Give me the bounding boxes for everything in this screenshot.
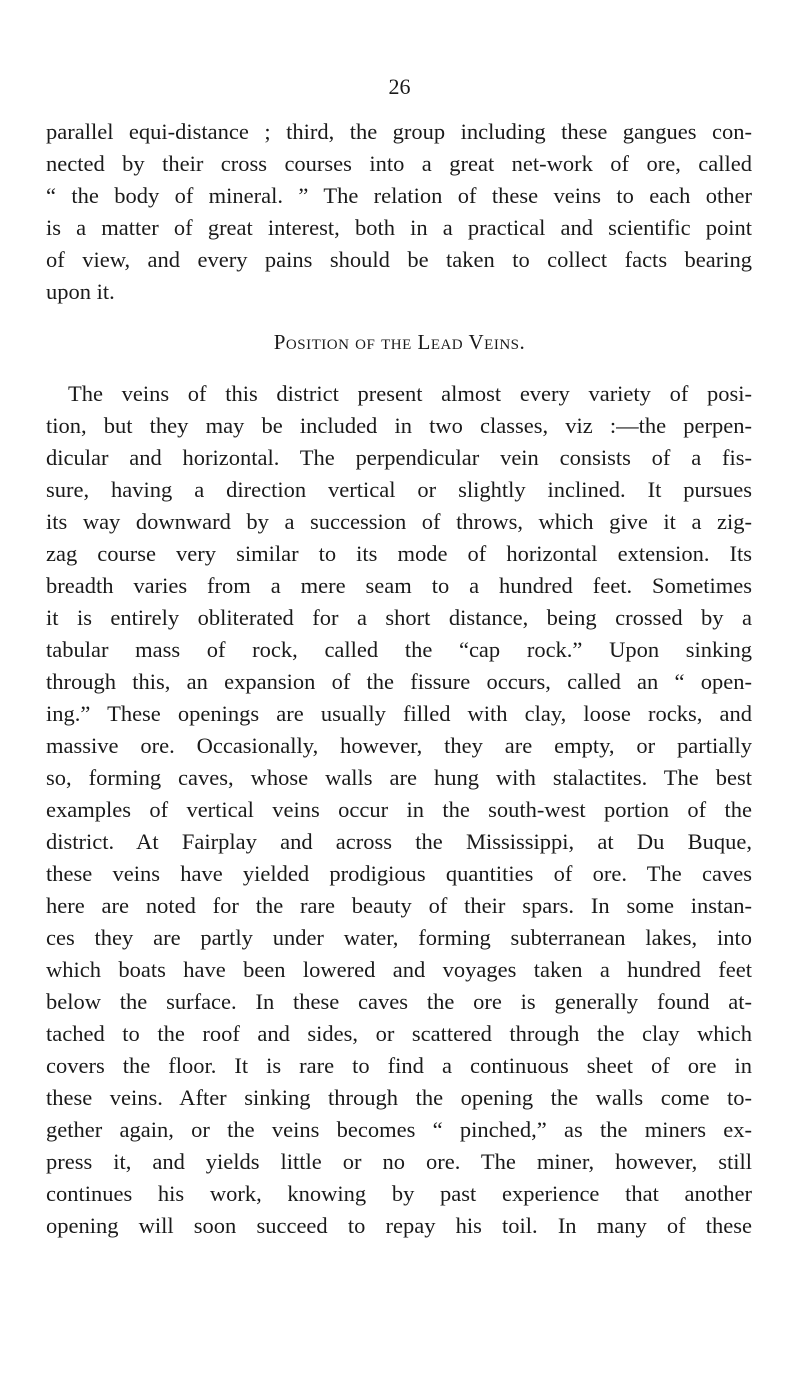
text-line: of view, and every pains should be taken to collect facts bearing xyxy=(46,247,752,272)
text-line: opening will soon succeed to repay his toil. In many of these xyxy=(46,1213,752,1238)
text-line: nected by their cross courses into a great net-work of ore, called xyxy=(46,151,752,176)
text-line: breadth varies from a mere seam to a hundred feet. Sometimes xyxy=(46,573,752,598)
page-number: 26 xyxy=(388,74,411,99)
section-heading: Position of the Lead Veins. xyxy=(273,330,526,354)
text-line: its way downward by a succession of throws, which give it a zig- xyxy=(46,509,752,534)
text-line: ces they are partly under water, forming subterranean lakes, into xyxy=(46,925,752,950)
text-line: these veins have yielded prodigious quantities of ore. The caves xyxy=(46,861,752,886)
text-line: “ the body of mineral. ” The relation of these veins to each other xyxy=(46,183,752,208)
text-line: tabular mass of rock, called the “cap rock.” Upon sinking xyxy=(46,637,752,662)
text-line: through this, an expansion of the fissure occurs, called an “ open- xyxy=(46,669,752,694)
text-line: here are noted for the rare beauty of their spars. In some instan- xyxy=(46,893,752,918)
text-line: tached to the roof and sides, or scattered through the clay which xyxy=(46,1021,752,1046)
text-line: it is entirely obliterated for a short distance, being crossed by a xyxy=(46,605,752,630)
text-line: which boats have been lowered and voyages taken a hundred feet xyxy=(46,957,752,982)
text-line: examples of vertical veins occur in the south-west portion of the xyxy=(46,797,752,822)
text-line: covers the floor. It is rare to find a continuous sheet of ore in xyxy=(46,1053,752,1078)
text-line: press it, and yields little or no ore. The miner, however, still xyxy=(46,1149,752,1174)
text-line: ing.” These openings are usually filled with clay, loose rocks, and xyxy=(46,701,752,726)
text-line: The veins of this district present almost every variety of posi- xyxy=(68,381,752,406)
text-line: continues his work, knowing by past experience that another xyxy=(46,1181,752,1206)
text-line: zag course very similar to its mode of horizontal extension. Its xyxy=(46,541,752,566)
text-line: gether again, or the veins becomes “ pinched,” as the miners ex- xyxy=(46,1117,752,1142)
text-line: dicular and horizontal. The perpendicular vein consists of a fis- xyxy=(46,445,752,470)
text-line: massive ore. Occasionally, however, they are empty, or partially xyxy=(46,733,752,758)
text-line: parallel equi-distance ; third, the group including these gangues con- xyxy=(46,119,752,144)
text-line: tion, but they may be included in two classes, viz :—the perpen- xyxy=(46,413,752,438)
text-line: sure, having a direction vertical or slightly inclined. It pursues xyxy=(46,477,752,502)
text-line: is a matter of great interest, both in a practical and scientific point xyxy=(46,215,752,240)
text-line: so, forming caves, whose walls are hung with stalactites. The best xyxy=(46,765,752,790)
text-line: below the surface. In these caves the ore is generally found at- xyxy=(46,989,752,1014)
text-line: upon it. xyxy=(46,279,115,304)
text-line: district. At Fairplay and across the Mississippi, at Du Buque, xyxy=(46,829,752,854)
text-line: these veins. After sinking through the opening the walls come to- xyxy=(46,1085,752,1110)
